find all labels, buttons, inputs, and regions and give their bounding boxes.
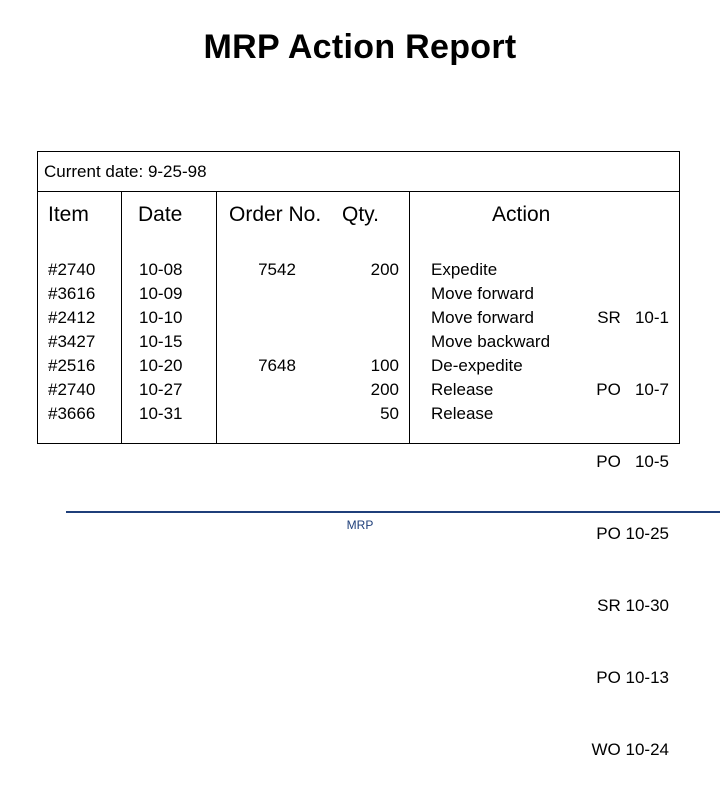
order-no-cell <box>237 378 317 402</box>
item-cell: #3666 <box>48 404 96 423</box>
qty-cell: 50 <box>380 404 399 423</box>
qty-cell: 200 <box>370 260 399 279</box>
qty-cell: 200 <box>370 380 399 399</box>
action-ref-cell: PO 10-7 <box>596 380 669 399</box>
header-order-no: Order No. <box>229 203 322 226</box>
action-cell: De-expedite <box>431 356 523 375</box>
order-no-cell <box>237 282 317 306</box>
action-cell: Expedite <box>431 260 498 279</box>
header-item: Item <box>48 203 89 226</box>
date-cell: 10-08 <box>139 260 183 279</box>
order-no-column <box>237 258 317 426</box>
date-cell: 10-27 <box>139 380 183 399</box>
order-no-cell: 7648 <box>258 356 296 375</box>
column-divider <box>121 192 122 443</box>
action-cell: Move forward <box>431 284 534 303</box>
action-ref-cell: PO 10-25 <box>596 524 669 543</box>
action-cell: Release <box>431 404 494 423</box>
action-ref-cell: PO 10-13 <box>596 668 669 687</box>
action-ref-cell: SR 10-30 <box>597 596 669 615</box>
date-cell: 10-10 <box>139 308 183 327</box>
page-title: MRP Action Report <box>203 28 517 66</box>
item-cell: #2412 <box>48 308 96 327</box>
action-cell: Move backward <box>431 332 551 351</box>
item-cell: #2740 <box>48 380 96 399</box>
date-cell: 10-09 <box>139 284 183 303</box>
header-action: Action <box>492 203 551 226</box>
current-date-row: Current date: 9-25-98 <box>38 152 679 192</box>
qty-column <box>338 258 399 426</box>
qty-cell <box>338 282 399 306</box>
date-cell: 10-31 <box>139 404 183 423</box>
action-column <box>431 258 571 426</box>
footer-label: MRP <box>346 518 374 532</box>
action-cell: Move forward <box>431 308 534 327</box>
qty-cell: 100 <box>370 356 399 375</box>
qty-cell <box>338 306 399 330</box>
action-ref-column <box>572 258 669 810</box>
order-no-cell: 7542 <box>258 260 296 279</box>
item-cell: #3616 <box>48 284 96 303</box>
item-column <box>48 258 118 426</box>
action-ref-cell: WO 10-24 <box>591 740 669 759</box>
date-cell: 10-20 <box>139 356 183 375</box>
column-divider <box>216 192 217 443</box>
footer-rule <box>66 511 720 513</box>
date-cell: 10-15 <box>139 332 183 351</box>
action-ref-cell: PO 10-5 <box>596 452 669 471</box>
order-no-cell <box>237 402 317 426</box>
header-date: Date <box>138 203 183 226</box>
item-cell: #2516 <box>48 356 96 375</box>
action-cell: Release <box>431 380 494 399</box>
order-no-cell <box>237 330 317 354</box>
column-divider <box>409 192 410 443</box>
date-column <box>139 258 209 426</box>
header-qty: Qty. <box>342 203 379 226</box>
action-ref-cell: SR 10-1 <box>597 308 669 327</box>
order-no-cell <box>237 306 317 330</box>
item-cell: #2740 <box>48 260 96 279</box>
qty-cell <box>338 330 399 354</box>
item-cell: #3427 <box>48 332 96 351</box>
